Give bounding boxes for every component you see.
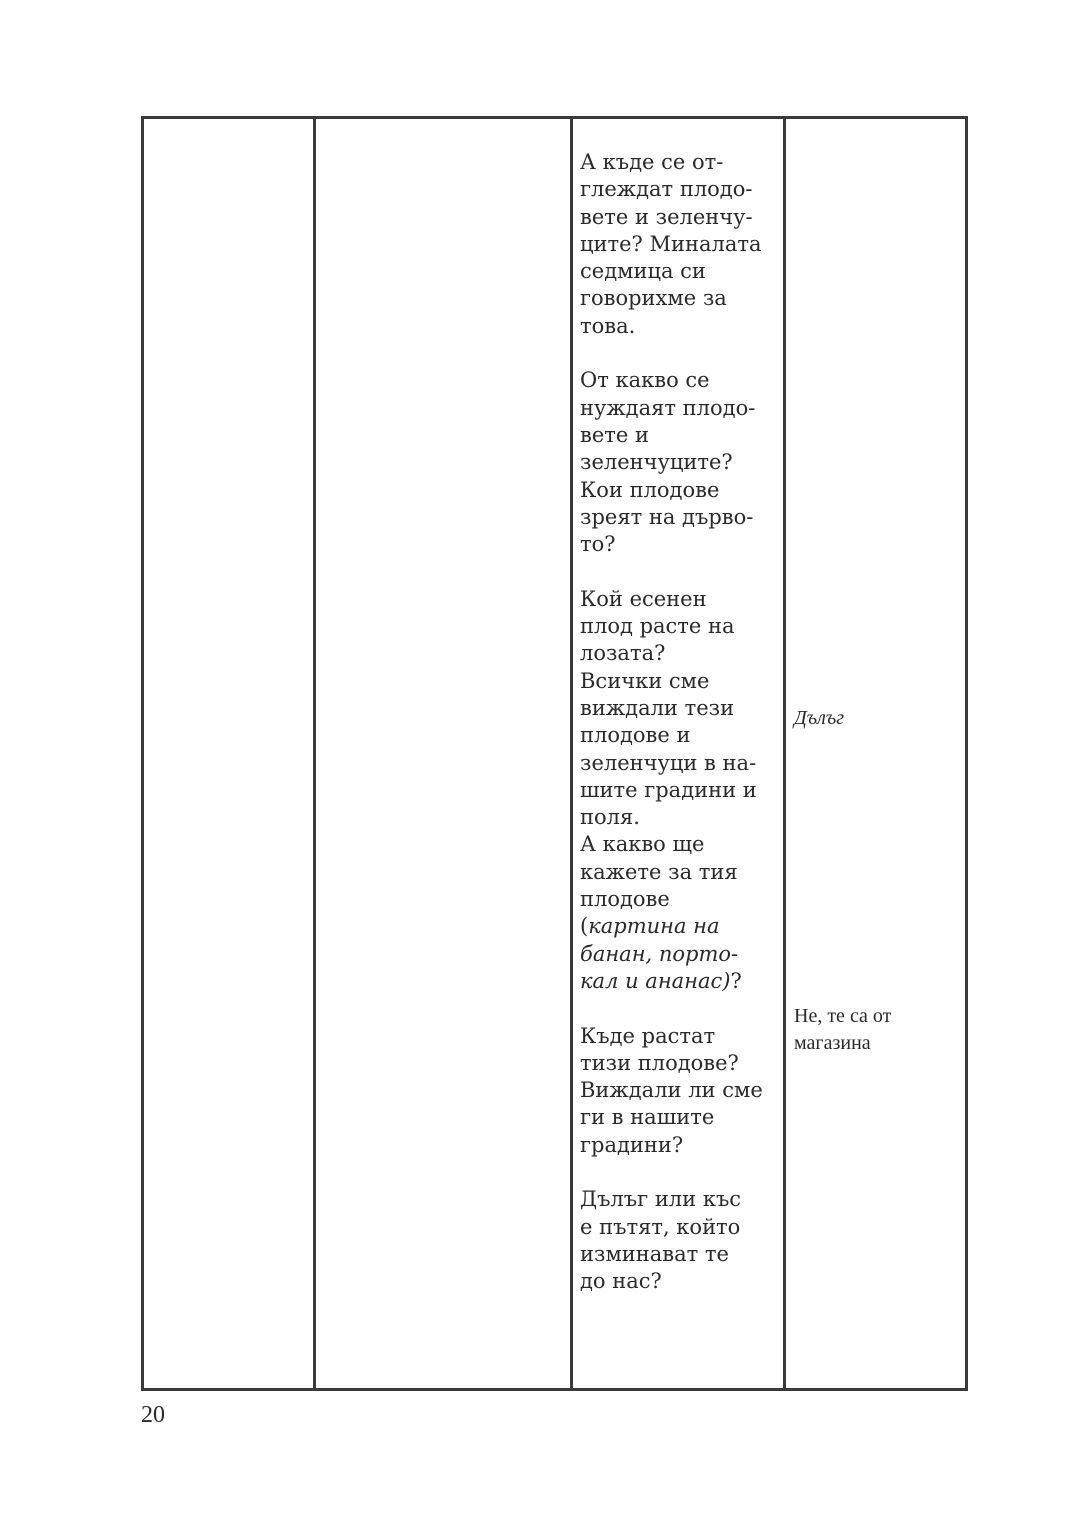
question-paragraph-4 xyxy=(580,1023,780,1159)
question-paragraph-5 xyxy=(580,1186,780,1295)
text-line: виждали тези xyxy=(580,695,735,720)
stage-direction-text: кал и ананас) xyxy=(580,968,731,993)
lesson-table xyxy=(141,116,968,1391)
table-column-1 xyxy=(144,119,313,1388)
stage-direction-line xyxy=(580,941,780,968)
text-line: плод расте на xyxy=(580,614,735,639)
answer-long: Дълъг xyxy=(794,707,845,729)
page-number: 20 xyxy=(141,1402,165,1428)
text-line: Къде растат xyxy=(580,1023,716,1048)
text-line: е пътят, който xyxy=(580,1214,741,1239)
text-line: до нас? xyxy=(580,1269,662,1294)
text-line: глеждат плодо- xyxy=(580,177,753,202)
text-line: Дълъг или къс xyxy=(580,1187,742,1212)
paren-open: ( xyxy=(580,914,589,939)
text-line: шите градини и xyxy=(580,777,757,802)
text-line: А какво ще xyxy=(580,832,705,857)
text-line: говорихме за xyxy=(580,286,727,311)
text-line: От какво се xyxy=(580,368,710,393)
question-paragraph-3 xyxy=(580,586,780,995)
text-line: седмица си xyxy=(580,259,706,284)
question-mark: ? xyxy=(730,968,742,993)
text-line: Кои плодове xyxy=(580,477,720,502)
text-line: това. xyxy=(580,313,636,338)
text-line: зеленчуците? xyxy=(580,450,733,475)
text-line: нуждаят плодо- xyxy=(580,395,756,420)
text-line: Виждали ли сме xyxy=(580,1078,763,1103)
text-line: плодове и xyxy=(580,723,691,748)
question-paragraph-2 xyxy=(580,367,780,558)
text-line: лозата? xyxy=(580,641,666,666)
text-line: Всички сме xyxy=(580,668,710,693)
text-line: поля. xyxy=(580,805,640,830)
children-answers-column xyxy=(783,119,965,1388)
stage-direction-line xyxy=(580,968,780,995)
text-line: то? xyxy=(580,532,616,557)
text-line: вете и зеленчу- xyxy=(580,204,753,229)
text-line: ците? Миналата xyxy=(580,231,762,256)
text-line: тизи плодове? xyxy=(580,1050,739,1075)
teacher-questions xyxy=(580,149,780,1295)
text-line: зеленчуци в на- xyxy=(580,750,757,775)
text-line: магазина xyxy=(794,1032,871,1054)
stage-direction-text: картина на xyxy=(588,914,720,939)
text-line: кажете за тия xyxy=(580,859,738,884)
question-paragraph-1 xyxy=(580,149,780,340)
text-line: ги в нашите xyxy=(580,1105,715,1130)
table-column-2 xyxy=(313,119,570,1388)
text-line: изминават те xyxy=(580,1241,729,1266)
text-line: Кой есенен xyxy=(580,586,707,611)
text-line: плодове xyxy=(580,887,670,912)
text-line: зреят на дърво- xyxy=(580,504,754,529)
text-line: градини? xyxy=(580,1132,684,1157)
stage-direction-text: банан, порто- xyxy=(580,941,739,966)
text-line: А къде се от- xyxy=(580,150,724,174)
answer-from-store xyxy=(794,1003,964,1057)
teacher-questions-column xyxy=(570,119,783,1388)
text-line: вете и xyxy=(580,422,649,447)
text-line: Не, те са от xyxy=(794,1005,892,1027)
stage-direction-line xyxy=(580,913,780,940)
